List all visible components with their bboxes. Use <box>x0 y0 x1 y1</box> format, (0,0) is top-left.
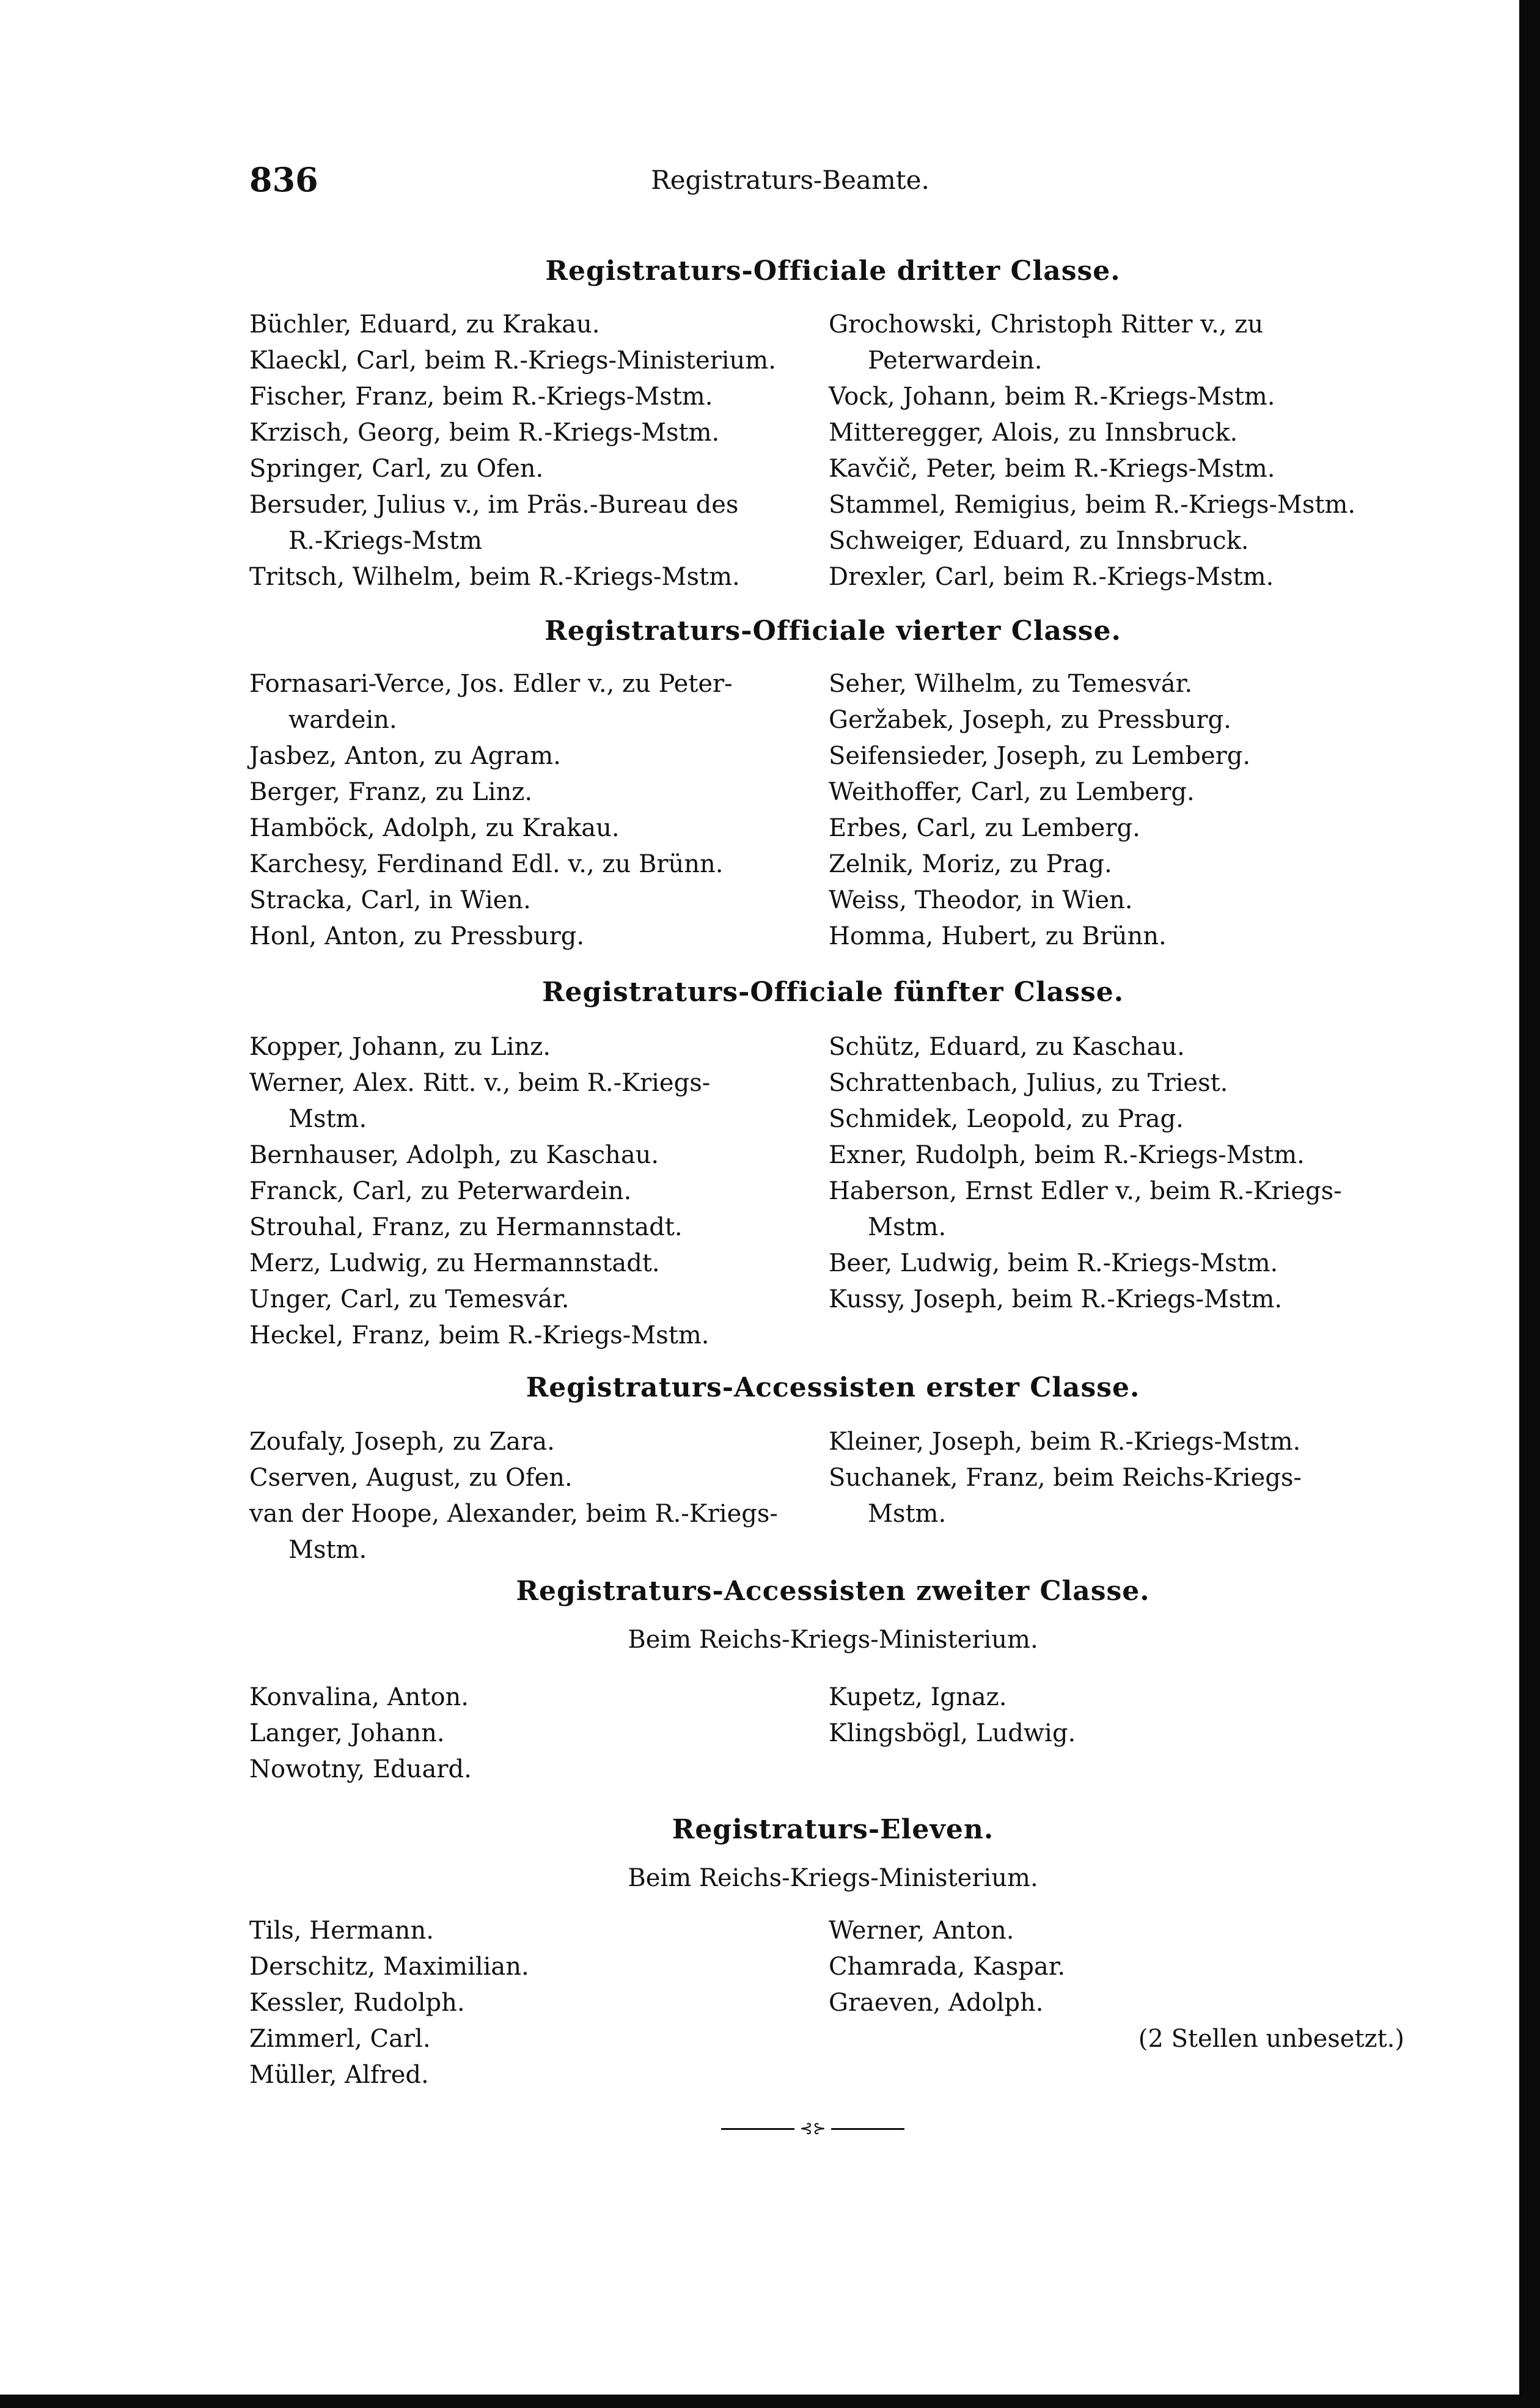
right-column <box>829 1913 1417 2057</box>
list-item: Müller, Alfred. <box>249 2061 429 2089</box>
list-item-continuation: Mstm. <box>288 1536 367 1564</box>
scan-border-bottom <box>0 2395 1540 2408</box>
list-item: Cserven, August, zu Ofen. <box>249 1464 573 1492</box>
list-item: Honl, Anton, zu Pressburg. <box>249 922 585 950</box>
right-column <box>829 1424 1417 1532</box>
page-number: 836 <box>249 160 318 199</box>
list-item-continuation: Mstm. <box>868 1213 947 1241</box>
list-item: Strouhal, Franz, zu Hermannstadt. <box>249 1213 683 1241</box>
list-item: Homma, Hubert, zu Brünn. <box>829 922 1167 950</box>
section-list <box>249 1029 1417 1354</box>
list-item: Büchler, Eduard, zu Krakau. <box>249 310 600 339</box>
list-item: Suchanek, Franz, beim Reichs-Kriegs- <box>829 1464 1302 1492</box>
right-column <box>829 666 1417 955</box>
list-item: Zelnik, Moriz, zu Prag. <box>829 850 1112 878</box>
list-item: Graeven, Adolph. <box>829 1989 1044 2017</box>
left-column <box>249 666 799 955</box>
section-heading: Registraturs-Officiale vierter Classe. <box>544 615 1121 647</box>
list-item: Konvalina, Anton. <box>249 1683 469 1711</box>
section-list <box>249 1913 1417 2093</box>
list-item: Werner, Alex. Ritt. v., beim R.-Kriegs- <box>249 1069 711 1097</box>
list-item: Vock, Johann, beim R.-Kriegs-Mstm. <box>829 383 1275 411</box>
list-item: Weiss, Theodor, in Wien. <box>829 886 1133 914</box>
list-item: Kavčič, Peter, beim R.-Kriegs-Mstm. <box>829 455 1275 483</box>
list-item: Kussy, Joseph, beim R.-Kriegs-Mstm. <box>829 1285 1283 1313</box>
list-item-continuation: R.-Kriegs-Mstm <box>288 527 482 555</box>
section-subheading: Beim Reichs-Kriegs-Ministerium. <box>628 1864 1038 1892</box>
list-item: Grochowski, Christoph Ritter v., zu <box>829 310 1264 339</box>
list-item: Geržabek, Joseph, zu Pressburg. <box>829 706 1231 734</box>
section-heading: Registraturs-Officiale dritter Classe. <box>545 255 1121 287</box>
list-item: Beer, Ludwig, beim R.-Kriegs-Mstm. <box>829 1249 1278 1277</box>
list-item: Mitteregger, Alois, zu Innsbruck. <box>829 419 1238 447</box>
list-item: Kleiner, Joseph, beim R.-Kriegs-Mstm. <box>829 1428 1301 1456</box>
list-item: Kessler, Rudolph. <box>249 1989 465 2017</box>
list-item: Stammel, Remigius, beim R.-Kriegs-Mstm. <box>829 491 1356 519</box>
list-item: Stracka, Carl, in Wien. <box>249 886 531 914</box>
list-item: Schrattenbach, Julius, zu Triest. <box>829 1069 1228 1097</box>
list-item: Zimmerl, Carl. <box>249 2025 431 2053</box>
list-item: Bersuder, Julius v., im Präs.-Bureau des <box>249 491 739 519</box>
right-column <box>829 1029 1417 1318</box>
section-heading: Registraturs-Officiale fünfter Classe. <box>541 977 1124 1008</box>
list-item: Krzisch, Georg, beim R.-Kriegs-Mstm. <box>249 419 720 447</box>
running-title: Registraturs-Beamte. <box>651 165 930 195</box>
list-item: Langer, Johann. <box>249 1719 445 1747</box>
list-item: Heckel, Franz, beim R.-Kriegs-Mstm. <box>249 1321 710 1349</box>
ornament-knot-icon: ⊰⊱ <box>799 2120 826 2138</box>
section-list <box>249 666 1417 955</box>
section-heading: Registraturs-Eleven. <box>672 1814 994 1845</box>
list-item: Merz, Ludwig, zu Hermannstadt. <box>249 1249 660 1277</box>
section-list <box>249 307 1417 595</box>
list-item: Franck, Carl, zu Peterwardein. <box>249 1177 632 1205</box>
list-item-continuation: Mstm. <box>868 1500 947 1528</box>
ornament-line-right <box>831 2128 904 2130</box>
left-column <box>249 1029 799 1354</box>
section-list <box>249 1679 1417 1788</box>
list-item: Nowotny, Eduard. <box>249 1755 472 1783</box>
vacancy-note: (2 Stellen unbesetzt.) <box>1138 2025 1404 2053</box>
list-item: Haberson, Ernst Edler v., beim R.-Kriegs- <box>829 1177 1342 1205</box>
section-heading: Registraturs-Accessisten zweiter Classe. <box>516 1576 1150 1607</box>
left-column <box>249 1424 799 1568</box>
list-item: Klaeckl, Carl, beim R.-Kriegs-Ministerium. <box>249 347 776 375</box>
list-item: Kupetz, Ignaz. <box>829 1683 1007 1711</box>
list-item: Hamböck, Adolph, zu Krakau. <box>249 814 620 842</box>
list-item: Drexler, Carl, beim R.-Kriegs-Mstm. <box>829 563 1274 591</box>
list-item: Weithoffer, Carl, zu Lemberg. <box>829 778 1195 806</box>
list-item: Schütz, Eduard, zu Kaschau. <box>829 1033 1185 1061</box>
scan-border-right <box>1519 0 1540 2408</box>
list-item: Schmidek, Leopold, zu Prag. <box>829 1105 1184 1133</box>
list-item: Chamrada, Kaspar. <box>829 1953 1066 1981</box>
section-subheading: Beim Reichs-Kriegs-Ministerium. <box>628 1626 1038 1654</box>
list-item: Tils, Hermann. <box>249 1917 434 1945</box>
list-item: Unger, Carl, zu Temesvár. <box>249 1285 570 1313</box>
end-ornament <box>721 2120 904 2138</box>
list-item-continuation: wardein. <box>288 706 397 734</box>
list-item: van der Hoope, Alexander, beim R.-Kriegs- <box>249 1500 778 1528</box>
list-item-continuation: Mstm. <box>288 1105 367 1133</box>
list-item: Fornasari-Verce, Jos. Edler v., zu Peter- <box>249 670 733 698</box>
list-item: Karchesy, Ferdinand Edl. v., zu Brünn. <box>249 850 724 878</box>
list-item: Exner, Rudolph, beim R.-Kriegs-Mstm. <box>829 1141 1305 1169</box>
right-column <box>829 307 1417 595</box>
page-header <box>249 160 1417 209</box>
list-item: Seifensieder, Joseph, zu Lemberg. <box>829 742 1251 770</box>
section-list <box>249 1424 1417 1568</box>
list-item: Bernhauser, Adolph, zu Kaschau. <box>249 1141 659 1169</box>
right-column <box>829 1679 1417 1752</box>
left-column <box>249 307 799 595</box>
ornament-line-left <box>721 2128 794 2130</box>
list-item: Kopper, Johann, zu Linz. <box>249 1033 551 1061</box>
section-heading: Registraturs-Accessisten erster Classe. <box>526 1372 1140 1403</box>
list-item: Erbes, Carl, zu Lemberg. <box>829 814 1140 842</box>
list-item: Springer, Carl, zu Ofen. <box>249 455 544 483</box>
list-item: Fischer, Franz, beim R.-Kriegs-Mstm. <box>249 383 713 411</box>
list-item: Berger, Franz, zu Linz. <box>249 778 533 806</box>
left-column <box>249 1679 799 1788</box>
list-item: Schweiger, Eduard, zu Innsbruck. <box>829 527 1249 555</box>
list-item: Klingsbögl, Ludwig. <box>829 1719 1076 1747</box>
list-item: Werner, Anton. <box>829 1917 1014 1945</box>
list-item: Seher, Wilhelm, zu Temesvár. <box>829 670 1193 698</box>
list-item-continuation: Peterwardein. <box>868 347 1043 375</box>
list-item: Jasbez, Anton, zu Agram. <box>249 742 561 770</box>
list-item: Derschitz, Maximilian. <box>249 1953 529 1981</box>
list-item: Tritsch, Wilhelm, beim R.-Kriegs-Mstm. <box>249 563 740 591</box>
list-item: Zoufaly, Joseph, zu Zara. <box>249 1428 555 1456</box>
left-column <box>249 1913 799 2093</box>
